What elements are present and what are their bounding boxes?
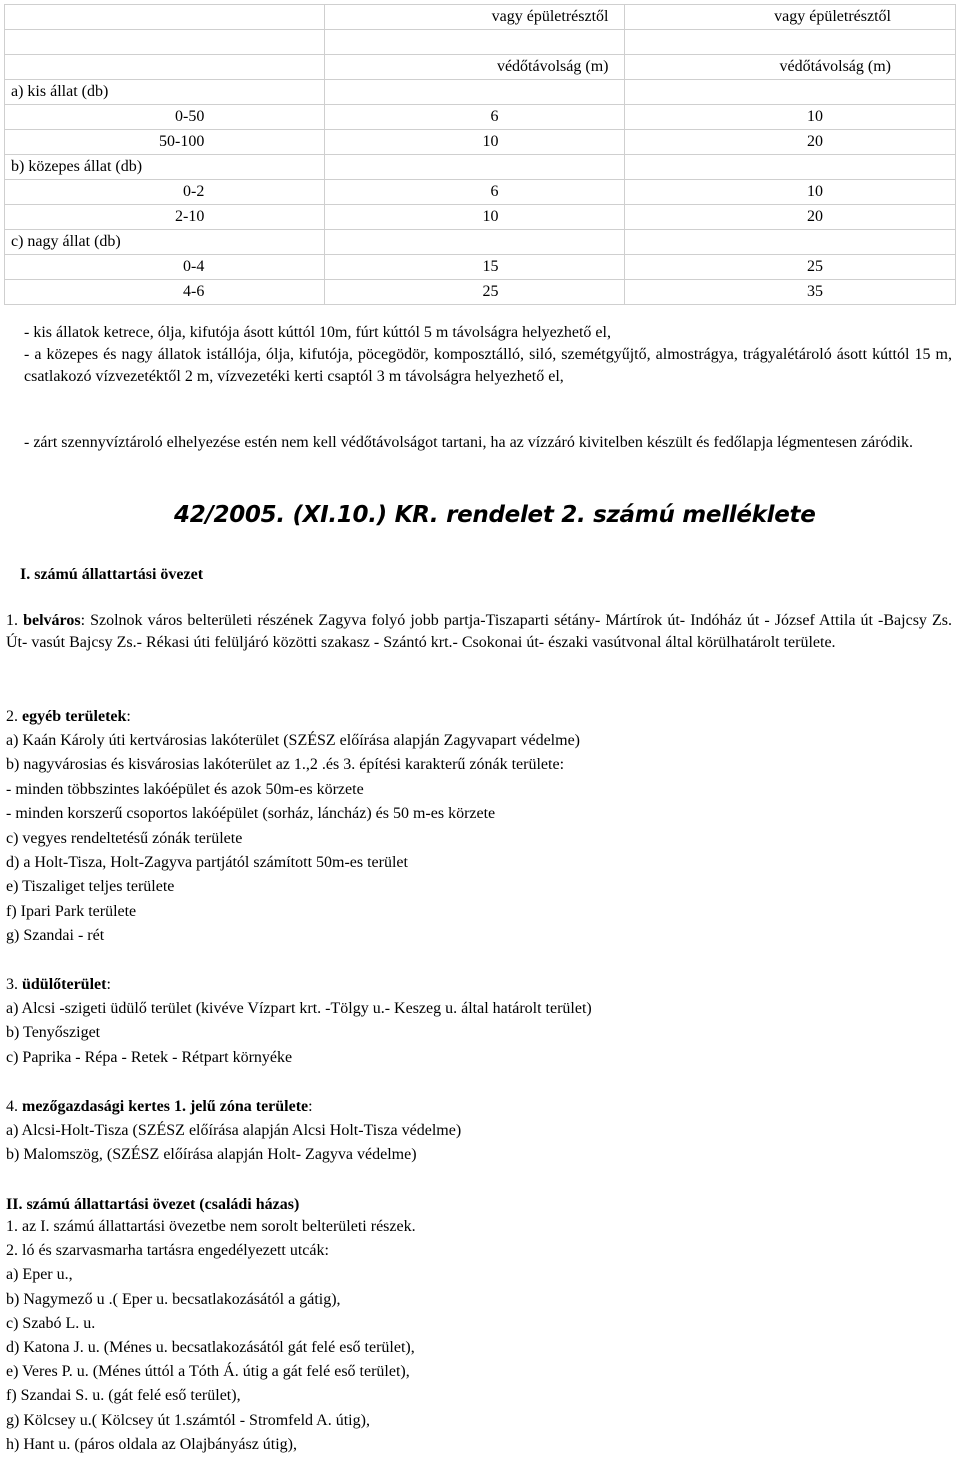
item-heading: belváros	[23, 612, 81, 629]
list-item: 2. ló és szarvasmarha tartásra engedélyezett utcák:	[6, 1242, 329, 1260]
table-header-row	[5, 5, 956, 30]
table-row	[5, 205, 956, 230]
list-item: g) Kölcsey u.( Kölcsey út 1.számtól - Stromfeld A. útig),	[6, 1411, 370, 1429]
range-cell: 0-2	[5, 180, 325, 205]
table-group-row	[5, 155, 956, 180]
page-title: 42/2005. (XI.10.) KR. rendelet 2. számú melléklete	[174, 502, 816, 528]
table-row	[5, 180, 956, 205]
list-item: c) Szabó L. u.	[6, 1314, 96, 1332]
zone1-title: I. számú állattartási övezet	[20, 566, 204, 583]
list-item: 1. az I. számú állattartási övezetbe nem sorolt belterületi részek.	[6, 1218, 416, 1235]
value-cell: 10	[625, 105, 956, 130]
value-cell: 25	[325, 280, 625, 305]
list-item: b) Nagymező u .( Eper u. becsatlakozásától a gátig),	[6, 1290, 341, 1308]
value-cell: 6	[325, 180, 625, 205]
group-label: b) közepes állat (db)	[5, 155, 325, 180]
zone1-item2-heading: 2. egyéb területek:	[6, 708, 131, 725]
list-item: a) Alcsi -szigeti üdülő terület (kivéve Vízpart krt. -Tölgy u.- Keszeg u. által határolt terület)	[6, 1000, 592, 1017]
list-item: a) Eper u.,	[6, 1266, 73, 1284]
rule-paragraph-2: - a közepes és nagy állatok istállója, ólja, kifutója, pöcegödör, komposztálló, siló, szemétgyűjtő, almostrágya, trágyalétároló ásott kúttól 15 m, csatlakozó vízvezetéktől 2 m, vízvezetéki kerti csaptól 3 m távolságra helyezhető el,	[24, 346, 952, 385]
list-item: g) Szandai - rét	[6, 927, 105, 945]
range-cell: 4-6	[5, 280, 325, 305]
table-row	[5, 130, 956, 155]
table-group-row	[5, 80, 956, 105]
list-item: a) Kaán Károly úti kertvárosias lakóterület (SZÉSZ előírása alapján Zagyvapart védelme)	[6, 732, 580, 749]
list-item: h) Hant u. (páros oldala az Olajbányász útig),	[6, 1435, 298, 1453]
list-item: c) Paprika - Répa - Retek - Rétpart környéke	[6, 1048, 293, 1066]
table-header-row	[5, 55, 956, 80]
list-item: b) nagyvárosias és kisvárosias lakóterület az 1.,2 .és 3. építési karakterű zónák területe:	[6, 756, 565, 774]
table-row	[5, 280, 956, 305]
value-cell: 10	[325, 130, 625, 155]
list-item: b) Tenyősziget	[6, 1024, 101, 1042]
list-item: e) Veres P. u. (Ménes úttól a Tóth Á. útig a gát felé eső terület),	[6, 1363, 410, 1381]
range-cell: 2-10	[5, 205, 325, 230]
rule-paragraph-1: - kis állatok ketrece, ólja, kifutója ásott kúttól 10m, fúrt kúttól 5 m távolságra helyezhető el,	[24, 324, 611, 341]
list-item: f) Szandai S. u. (gát felé eső terület),	[6, 1387, 241, 1405]
list-item: c) vegyes rendeltetésű zónák területe	[6, 829, 243, 847]
table-group-row	[5, 230, 956, 255]
group-label: a) kis állat (db)	[5, 80, 325, 105]
table-header-cell: védőtávolság (m)	[325, 55, 625, 80]
group-label: c) nagy állat (db)	[5, 230, 325, 255]
range-cell: 50-100	[5, 130, 325, 155]
list-item: d) a Holt-Tisza, Holt-Zagyva partjától számított 50m-es terület	[6, 854, 408, 871]
value-cell: 20	[625, 205, 956, 230]
table-cell	[5, 55, 325, 80]
distance-table	[4, 4, 956, 305]
value-cell: 35	[625, 280, 956, 305]
value-cell: 10	[325, 205, 625, 230]
value-cell: 6	[325, 105, 625, 130]
list-item: d) Katona J. u. (Ménes u. becsatlakozásától gát felé eső terület),	[6, 1339, 415, 1356]
item-text: : Szolnok város belterületi részének Zagyva folyó jobb partja-Tiszaparti sétány- Mártírok út- Indóház út - József Attila út -Bajcsy Zs. Út- vasút Bajcsy Zs.- Rékasi úti felüljáró közötti szakasz - Szántó krt.- Csokonai út- északi vasútvonal által körülhatárolt területe.	[6, 612, 953, 651]
table-header-cell: védőtávolság (m)	[625, 55, 956, 80]
value-cell: 25	[625, 255, 956, 280]
table-header-cell: vagy épületrésztől	[325, 5, 625, 30]
range-cell: 0-50	[5, 105, 325, 130]
zone1-item1	[6, 610, 952, 654]
table-row	[5, 105, 956, 130]
item-number: 1.	[6, 612, 18, 629]
value-cell: 15	[325, 255, 625, 280]
list-item: a) Alcsi-Holt-Tisza (SZÉSZ előírása alapján Alcsi Holt-Tisza védelme)	[6, 1122, 462, 1139]
value-cell: 10	[625, 180, 956, 205]
table-row	[5, 30, 956, 55]
value-cell: 20	[625, 130, 956, 155]
list-item: e) Tiszaliget teljes területe	[6, 878, 175, 896]
rule-paragraph-3: - zárt szennyvíztároló elhelyezése estén nem kell védőtávolságot tartani, ha az vízzáró kivitelben készült és fedőlapja légmentesen záródik.	[24, 434, 913, 451]
list-item: f) Ipari Park területe	[6, 902, 137, 920]
range-cell: 0-4	[5, 255, 325, 280]
rule-paragraph-3-wrap	[6, 432, 952, 454]
list-item: - minden többszintes lakóépület és azok 50m-es körzete	[6, 780, 364, 798]
list-item: b) Malomszög, (SZÉSZ előírása alapján Holt- Zagyva védelme)	[6, 1146, 417, 1164]
list-item: - minden korszerű csoportos lakóépület (sorház, láncház) és 50 m-es körzete	[6, 805, 496, 823]
table-row	[5, 255, 956, 280]
zone1-item4-heading: 4. mezőgazdasági kertes 1. jelű zóna területe:	[6, 1098, 313, 1115]
zone1-item3-heading: 3. üdülőterület:	[6, 976, 111, 993]
table-cell	[5, 5, 325, 30]
zone2-title: II. számú állattartási övezet (családi házas)	[6, 1196, 300, 1213]
rule-paragraph	[6, 322, 952, 388]
table-header-cell: vagy épületrésztől	[625, 5, 956, 30]
